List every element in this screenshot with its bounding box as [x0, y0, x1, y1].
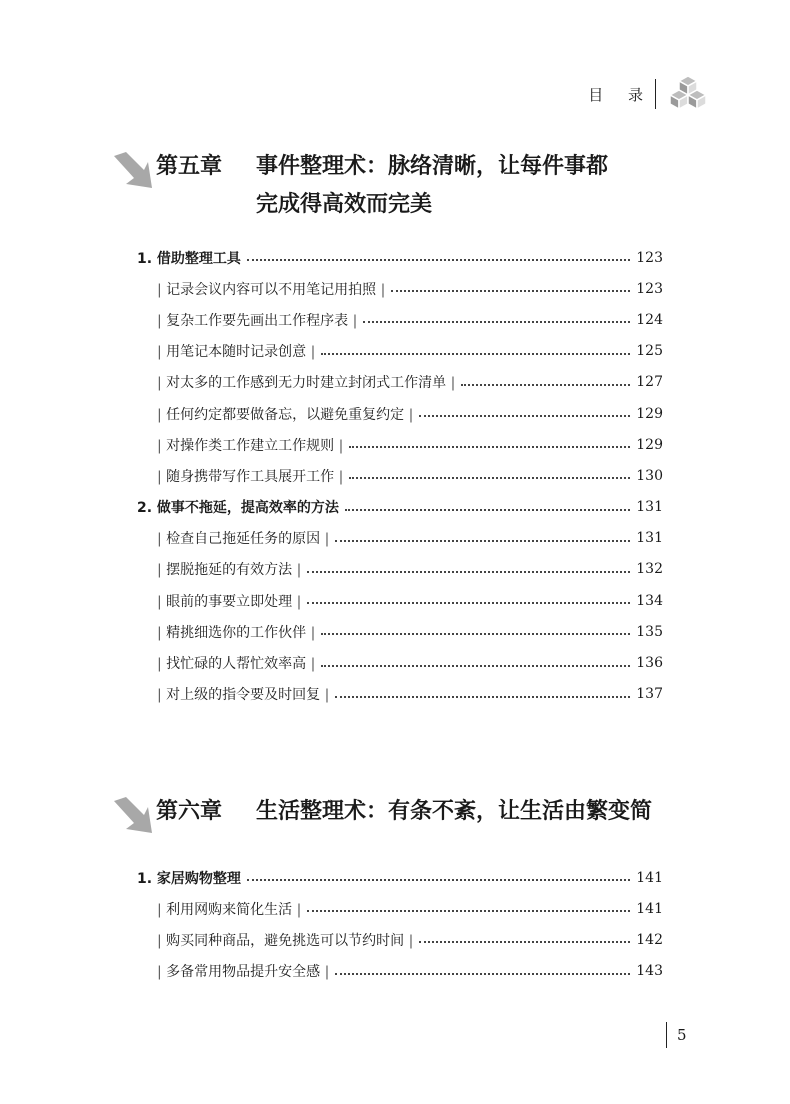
toc-page-number: 131: [636, 499, 663, 516]
toc-list-chapter-6: [137, 862, 663, 987]
toc-page-number: 127: [636, 374, 663, 391]
toc-page-number: 125: [636, 343, 663, 360]
dot-leader: [419, 940, 630, 943]
chapter-title-line1: 生活整理术：有条不紊，让生活由繁变简: [256, 799, 653, 824]
toc-item[interactable]: | 检查自己拖延任务的原因 | 131: [157, 530, 663, 548]
toc-item[interactable]: | 记录会议内容可以不用笔记用拍照 | 123: [157, 280, 663, 298]
dot-leader: [363, 320, 630, 323]
running-header: [588, 72, 710, 116]
page-number: 5: [677, 1026, 687, 1044]
arrow-icon: [110, 150, 156, 192]
chapter-title-line2: 完成得高效而完美: [256, 192, 433, 217]
toc-item[interactable]: | 找忙碌的人帮忙效率高 | 136: [157, 655, 663, 673]
toc-item[interactable]: | 眼前的事要立即处理 | 134: [157, 592, 663, 610]
toc-item[interactable]: | 精挑细选你的工作伙伴 | 135: [157, 623, 663, 641]
toc-page-number: 130: [636, 467, 663, 484]
toc-item-label: 利用网购来简化生活: [166, 901, 293, 918]
toc-page-number: 135: [636, 623, 663, 640]
dot-leader: [247, 258, 630, 261]
dot-leader: [307, 909, 630, 912]
toc-page-number: 131: [636, 530, 663, 547]
toc-item[interactable]: | 任何约定都要做备忘，以避免重复约定 | 129: [157, 405, 663, 423]
toc-item-label: 对上级的指令要及时回复: [166, 687, 321, 704]
header-title: 目 录: [588, 85, 653, 104]
dot-leader: [349, 445, 630, 448]
dot-leader: [321, 352, 630, 355]
dot-leader: [321, 632, 630, 635]
arrow-icon: [110, 795, 156, 837]
toc-item[interactable]: | 复杂工作要先画出工作程序表 | 124: [157, 311, 663, 329]
toc-list-chapter-5: [137, 242, 663, 710]
toc-item-label: 检查自己拖延任务的原因: [166, 531, 321, 548]
dot-leader: [247, 878, 630, 881]
dot-leader: [335, 695, 630, 698]
dot-leader: [345, 508, 630, 511]
toc-item-label: 随身携带写作工具展开工作: [166, 468, 335, 485]
toc-item-label: 购买同种商品，避免挑选可以节约时间: [166, 932, 405, 949]
toc-page-number: 141: [636, 900, 663, 917]
toc-section[interactable]: [137, 862, 663, 893]
toc-page-number: 136: [636, 655, 663, 672]
toc-item-label: 多备常用物品提升安全感: [166, 964, 321, 981]
toc-item[interactable]: | 多备常用物品提升安全感 | 143: [157, 963, 663, 981]
dot-leader: [461, 383, 630, 386]
toc-item[interactable]: | 摆脱拖延的有效方法 | 132: [157, 561, 663, 579]
header-divider: [655, 79, 656, 109]
toc-item-label: 复杂工作要先画出工作程序表: [166, 312, 349, 329]
toc-item-label: 任何约定都要做备忘，以避免重复约定: [166, 406, 405, 423]
toc-page-number: 124: [636, 311, 663, 328]
toc-item[interactable]: | 对上级的指令要及时回复 | 137: [157, 686, 663, 704]
toc-item[interactable]: | 随身携带写作工具展开工作 | 130: [157, 467, 663, 485]
chapter-title-line1: 事件整理术：脉络清晰，让每件事都: [256, 154, 609, 179]
cubes-icon: [666, 74, 710, 114]
toc-page-number: 129: [636, 405, 663, 422]
toc-item-label: 对太多的工作感到无力时建立封闭式工作清单: [166, 375, 447, 392]
dot-leader: [321, 664, 630, 667]
dot-leader: [335, 539, 630, 542]
chapter-number: 第六章: [156, 799, 223, 824]
dot-leader: [307, 570, 630, 573]
toc-page-number: 132: [636, 561, 663, 578]
toc-page-number: 141: [636, 869, 663, 886]
dot-leader: [335, 972, 630, 975]
toc-page-number: 134: [636, 592, 663, 609]
toc-page-number: 142: [636, 931, 663, 948]
toc-item[interactable]: | 购买同种商品，避免挑选可以节约时间 | 142: [157, 931, 663, 949]
dot-leader: [349, 476, 630, 479]
toc-section-label: 1. 借助整理工具: [137, 250, 241, 267]
toc-page-number: 129: [636, 436, 663, 453]
toc-item[interactable]: | 对太多的工作感到无力时建立封闭式工作清单 | 127: [157, 374, 663, 392]
toc-item-label: 精挑细选你的工作伙伴: [166, 624, 307, 641]
toc-page-number: 143: [636, 963, 663, 980]
toc-item-label: 记录会议内容可以不用笔记用拍照: [166, 281, 377, 298]
chapter-number: 第五章: [156, 154, 223, 179]
page-footer: [666, 1022, 687, 1048]
toc-item[interactable]: | 用笔记本随时记录创意 | 125: [157, 343, 663, 361]
toc-item[interactable]: | 利用网购来简化生活 | 141: [157, 900, 663, 918]
toc-page-number: 123: [636, 280, 663, 297]
toc-item-label: 找忙碌的人帮忙效率高: [166, 656, 307, 673]
toc-item[interactable]: | 对操作类工作建立工作规则 | 129: [157, 436, 663, 454]
toc-item-label: 眼前的事要立即处理: [166, 593, 293, 610]
toc-section[interactable]: [137, 492, 663, 523]
toc-page-number: 137: [636, 686, 663, 703]
footer-divider: [666, 1022, 667, 1048]
toc-section-label: 2. 做事不拖延，提高效率的方法: [137, 500, 339, 517]
dot-leader: [419, 414, 630, 417]
toc-section[interactable]: [137, 242, 663, 273]
toc-item-label: 用笔记本随时记录创意: [166, 344, 307, 361]
toc-item-label: 摆脱拖延的有效方法: [166, 562, 293, 579]
toc-section-label: 1. 家居购物整理: [137, 870, 241, 887]
dot-leader: [391, 289, 630, 292]
toc-item-label: 对操作类工作建立工作规则: [166, 437, 335, 454]
dot-leader: [307, 601, 630, 604]
toc-page-number: 123: [636, 249, 663, 266]
